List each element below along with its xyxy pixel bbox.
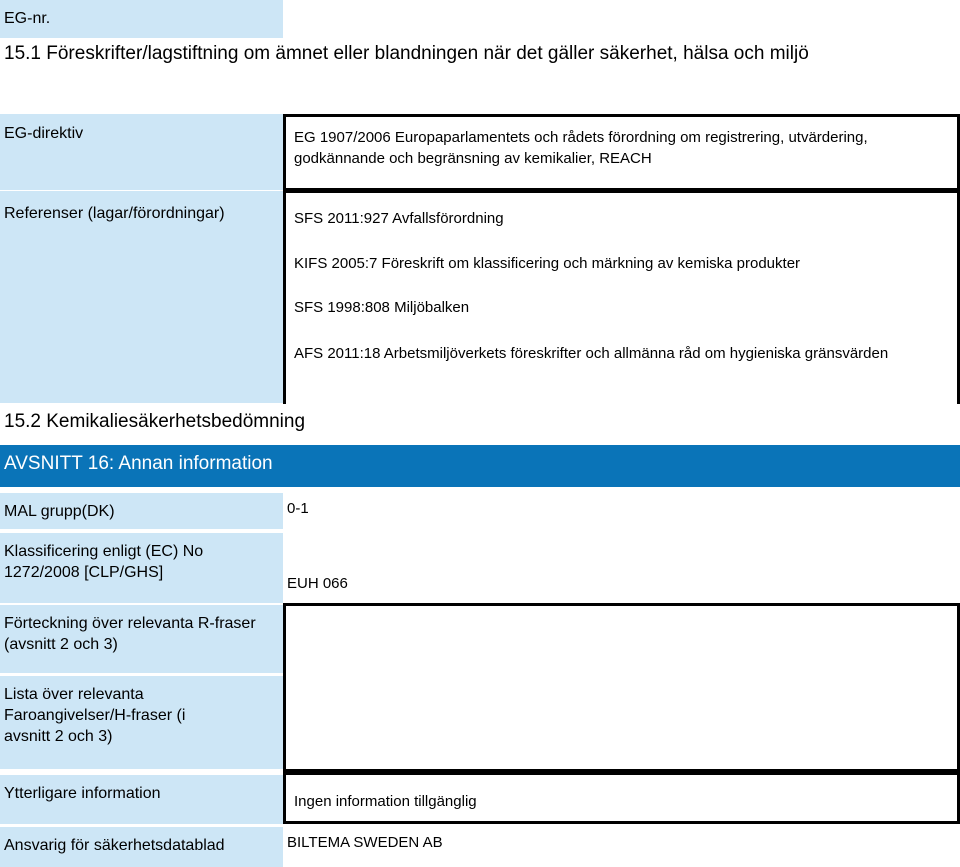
- responsible-label: Ansvarig för säkerhetsdatablad: [0, 827, 283, 867]
- r-phrases-value: [283, 603, 960, 676]
- eg-directive-value: EG 1907/2006 Europaparlamentets och rådets förordning om registrering, utvärdering, godkännande och begränsning av kemikalier, REACH: [283, 114, 960, 191]
- h-phrases-label: Lista över relevanta Faroangivelser/H-fraser (i avsnitt 2 och 3): [0, 676, 210, 769]
- reference-item: SFS 2011:927 Avfallsförordning: [294, 210, 504, 227]
- references-list: [283, 190, 960, 404]
- r-phrases-label: Förteckning över relevanta R-fraser (avsnitt 2 och 3): [0, 605, 283, 673]
- reference-item: AFS 2011:18 Arbetsmiljöverkets föreskrifter och allmänna råd om hygieniska gränsvärden: [294, 345, 889, 362]
- h-phrases-value: [283, 673, 960, 772]
- mal-group-label: MAL grupp(DK): [0, 493, 283, 529]
- section-15-1-title: 15.1 Föreskrifter/lagstiftning om ämnet eller blandningen när det gäller säkerhet, hälsa och miljö: [4, 43, 809, 64]
- classification-label: Klassificering enligt (EC) No 1272/2008 [CLP/GHS]: [0, 533, 283, 603]
- eg-directive-label: EG-direktiv: [0, 114, 283, 190]
- additional-info-value: Ingen information tillgänglig: [283, 772, 960, 824]
- eg-nr-label: EG-nr.: [0, 0, 283, 38]
- mal-group-value: 0-1: [287, 498, 587, 519]
- section-15-2-title: 15.2 Kemikaliesäkerhetsbedömning: [4, 411, 306, 432]
- reference-item: KIFS 2005:7 Föreskrift om klassificering och märkning av kemiska produkter: [294, 255, 801, 272]
- reference-item: SFS 1998:808 Miljöbalken: [294, 299, 470, 316]
- classification-value: EUH 066: [287, 573, 587, 594]
- section-16-header: AVSNITT 16: Annan information: [0, 445, 960, 487]
- references-label: Referenser (lagar/förordningar): [0, 191, 283, 403]
- additional-info-label: Ytterligare information: [0, 775, 283, 824]
- responsible-value: BILTEMA SWEDEN AB: [287, 832, 687, 853]
